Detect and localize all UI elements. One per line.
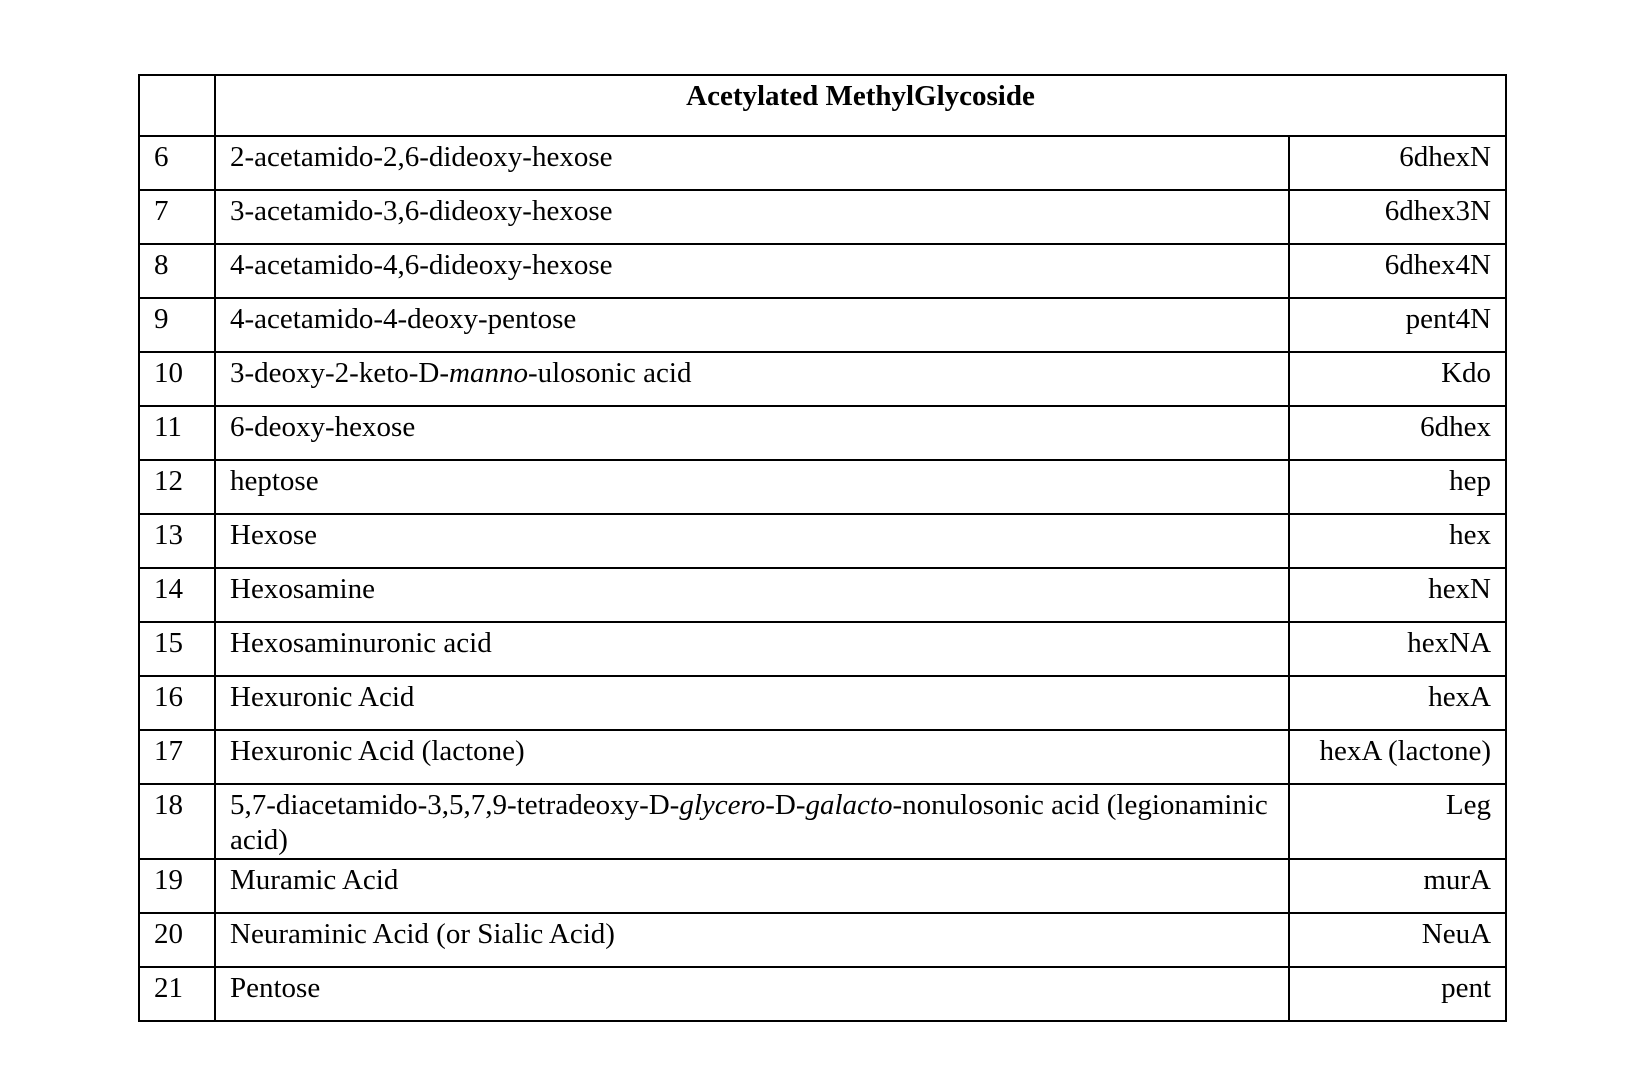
row-number: 9: [139, 298, 215, 352]
compound-name: [215, 622, 1289, 676]
table-row: [139, 676, 1506, 730]
compound-abbreviation: pent4N: [1289, 298, 1506, 352]
compound-name: [215, 190, 1289, 244]
compound-name-italic: glycero: [679, 789, 766, 821]
compound-name-text: Hexuronic Acid (lactone): [230, 735, 525, 767]
compound-name-text: 3-acetamido-3,6-dideoxy-hexose: [230, 195, 613, 227]
compound-name-italic: manno: [449, 357, 528, 389]
compound-name: [215, 244, 1289, 298]
compound-name: [215, 967, 1289, 1021]
compound-name-italic: galacto: [805, 789, 893, 821]
table-title: Acetylated MethylGlycoside: [215, 75, 1506, 136]
compound-name-text: Pentose: [230, 971, 321, 1004]
compound-abbreviation: Kdo: [1289, 352, 1506, 406]
compound-name-text: 3-deoxy-2-keto-D-: [230, 357, 450, 389]
compound-name: [215, 784, 1289, 859]
table-header-row: [139, 75, 1506, 136]
compound-name-text: 5,7-diacetamido-3,5,7,9-tetradeoxy-D-: [230, 789, 680, 821]
compound-name-text: Hexosamine: [230, 573, 375, 605]
compound-name: [215, 568, 1289, 622]
compound-abbreviation: murA: [1289, 859, 1506, 913]
table-row: [139, 784, 1506, 859]
row-number: 8: [139, 244, 215, 298]
compound-name-text: heptose: [230, 465, 319, 497]
corner-cell: [139, 75, 215, 136]
compound-abbreviation: 6dhex: [1289, 406, 1506, 460]
row-number: 18: [139, 784, 215, 859]
row-number: 12: [139, 460, 215, 514]
table-row: [139, 730, 1506, 784]
row-number: 6: [139, 136, 215, 190]
table-row: [139, 967, 1506, 1021]
table-row: [139, 913, 1506, 967]
compound-abbreviation: hexN: [1289, 568, 1506, 622]
table-row: [139, 568, 1506, 622]
compound-abbreviation: hexNA: [1289, 622, 1506, 676]
table-row: [139, 244, 1506, 298]
compound-abbreviation: hexA (lactone): [1289, 730, 1506, 784]
compound-name-text: Hexuronic Acid: [230, 681, 415, 713]
compound-name: [215, 730, 1289, 784]
compound-name: [215, 859, 1289, 913]
compound-name-text: -nonulosonic acid (legionaminic acid): [230, 789, 1268, 856]
compound-name-text: Muramic Acid: [230, 863, 399, 896]
compound-abbreviation: hep: [1289, 460, 1506, 514]
compound-abbreviation: hexA: [1289, 676, 1506, 730]
table-row: [139, 406, 1506, 460]
compound-name: [215, 136, 1289, 190]
compound-name: [215, 676, 1289, 730]
compound-abbreviation: 6dhex3N: [1289, 190, 1506, 244]
compound-name-text: Neuraminic Acid (or Sialic Acid): [230, 917, 615, 950]
table-row: [139, 514, 1506, 568]
compound-name-text: -ulosonic acid: [527, 357, 692, 389]
compound-name: [215, 406, 1289, 460]
row-number: 13: [139, 514, 215, 568]
row-number: 10: [139, 352, 215, 406]
compound-name-text: 4-acetamido-4-deoxy-pentose: [230, 303, 577, 335]
row-number: 19: [139, 859, 215, 913]
compound-abbreviation: 6dhex4N: [1289, 244, 1506, 298]
table-body: [139, 136, 1506, 1021]
compound-abbreviation: pent: [1289, 967, 1506, 1021]
table-row: [139, 622, 1506, 676]
compound-name-text: 2-acetamido-2,6-dideoxy-hexose: [230, 141, 613, 173]
row-number: 7: [139, 190, 215, 244]
compound-name: [215, 352, 1289, 406]
row-number: 11: [139, 406, 215, 460]
compound-name-text: 6-deoxy-hexose: [230, 411, 416, 443]
compound-name: [215, 514, 1289, 568]
table-row: [139, 859, 1506, 913]
table-row: [139, 460, 1506, 514]
glycoside-table: [138, 74, 1507, 1022]
table-row: [139, 190, 1506, 244]
compound-name-text: Hexose: [230, 519, 317, 551]
compound-abbreviation: hex: [1289, 514, 1506, 568]
table-row: [139, 298, 1506, 352]
compound-name-text: 4-acetamido-4,6-dideoxy-hexose: [230, 249, 613, 281]
compound-abbreviation: 6dhexN: [1289, 136, 1506, 190]
row-number: 16: [139, 676, 215, 730]
row-number: 21: [139, 967, 215, 1021]
compound-name: [215, 460, 1289, 514]
row-number: 14: [139, 568, 215, 622]
compound-name: [215, 913, 1289, 967]
compound-name-text: -D-: [765, 789, 806, 821]
compound-abbreviation: NeuA: [1289, 913, 1506, 967]
row-number: 20: [139, 913, 215, 967]
row-number: 15: [139, 622, 215, 676]
compound-name-text: Hexosaminuronic acid: [230, 627, 492, 659]
table-row: [139, 352, 1506, 406]
compound-name: [215, 298, 1289, 352]
table-row: [139, 136, 1506, 190]
compound-abbreviation: Leg: [1289, 784, 1506, 859]
row-number: 17: [139, 730, 215, 784]
